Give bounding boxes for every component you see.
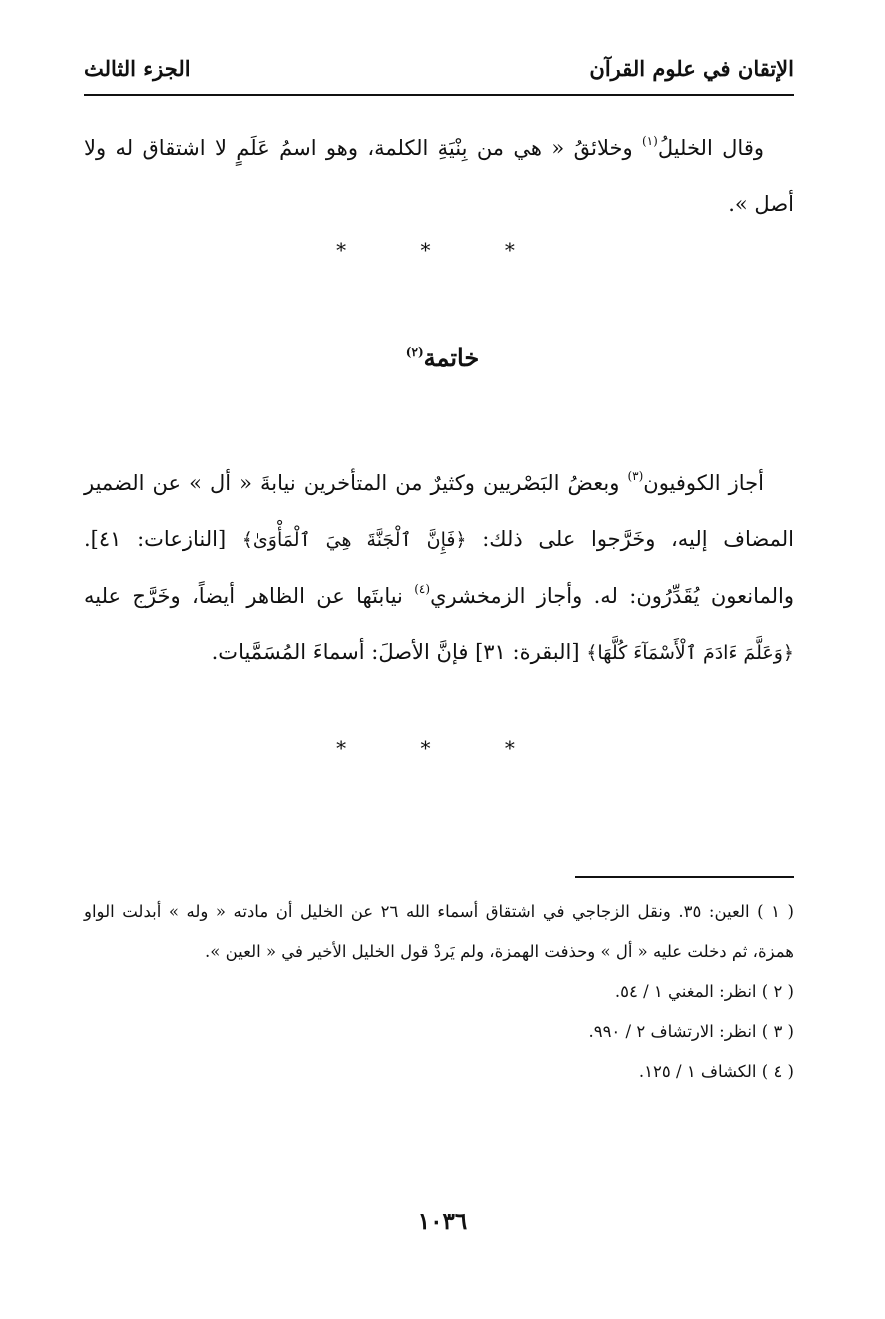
footnote-2: ( ٢ ) انظر: المغني ١ / ٥٤.: [614, 982, 794, 1001]
part-label: الجزء الثالث: [84, 56, 191, 81]
page-number: ١٠٣٦: [417, 1208, 468, 1235]
text-run: [البقرة: ٣١] فإنَّ الأصلَ: أسماءَ المُسَمَّيات.: [211, 640, 587, 664]
footnote-rule: [575, 876, 794, 878]
paragraph-khalil: [84, 120, 794, 232]
section-divider-stars: * * *: [336, 736, 549, 760]
paragraph-conclusion: [84, 455, 794, 681]
running-header: [84, 50, 794, 90]
heading-text: خاتمة: [423, 343, 480, 372]
footnote-ref-2[interactable]: (٢): [405, 345, 424, 359]
text-run: وقال الخليلُ: [657, 136, 764, 160]
header-rule: [84, 94, 794, 96]
quran-verse-naziat: ﴿فَإِنَّ ٱلْجَنَّةَ هِيَ ٱلْمَأْوَىٰ﴾: [241, 529, 467, 551]
section-heading: [0, 343, 885, 372]
text-run: أجاز الكوفيون: [643, 471, 764, 495]
footnote-ref-1[interactable]: (١): [641, 134, 658, 148]
quran-verse-baqara: ﴿وَعَلَّمَ ءَادَمَ ٱلْأَسْمَآءَ كُلَّهَا﴾: [586, 642, 794, 664]
text-run: نيابتَها عن الظاهر أيضاً، وخَرَّج عليه: [84, 584, 415, 608]
section-divider-stars: * * *: [336, 238, 549, 262]
book-title: الإتقان في علوم القرآن: [589, 56, 794, 81]
footnote-3: ( ٣ ) انظر: الارتشاف ٢ / ٩٩٠.: [588, 1022, 794, 1041]
footnotes: [84, 892, 794, 1092]
text-run: وبعضُ البَصْريين وكثيرٌ من المتأخرين نيابةَ « أل » عن الضمير المضاف إليه، وخَرَّجوا على ذلك:: [84, 471, 794, 551]
footnote-1: ( ١ ) العين: ٣٥. ونقل الزجاجي في اشتقاق أسماء الله ٢٦ عن الخليل أن مادته « وله » أبدلت الواو همزة، ثم دخلت عليه « أل » وحذفت الهمزة، ولم يَردْ قول الخليل الأخير في « العين ».: [84, 902, 794, 961]
text-run: [النازعات: ٤١]. والمانعون يُقَدِّرُون: له. وأجاز الزمخشري: [84, 527, 794, 608]
footnote-ref-4[interactable]: (٤): [414, 582, 431, 596]
text-run: وخلائقُ « هي من بِنْيَةِ الكلمة، وهو اسمُ عَلَمٍ لا اشتقاق له ولا أصل ».: [84, 136, 794, 216]
footnote-ref-3[interactable]: (٣): [627, 469, 644, 483]
footnote-4: ( ٤ ) الكشاف ١ / ١٢٥.: [638, 1062, 794, 1081]
